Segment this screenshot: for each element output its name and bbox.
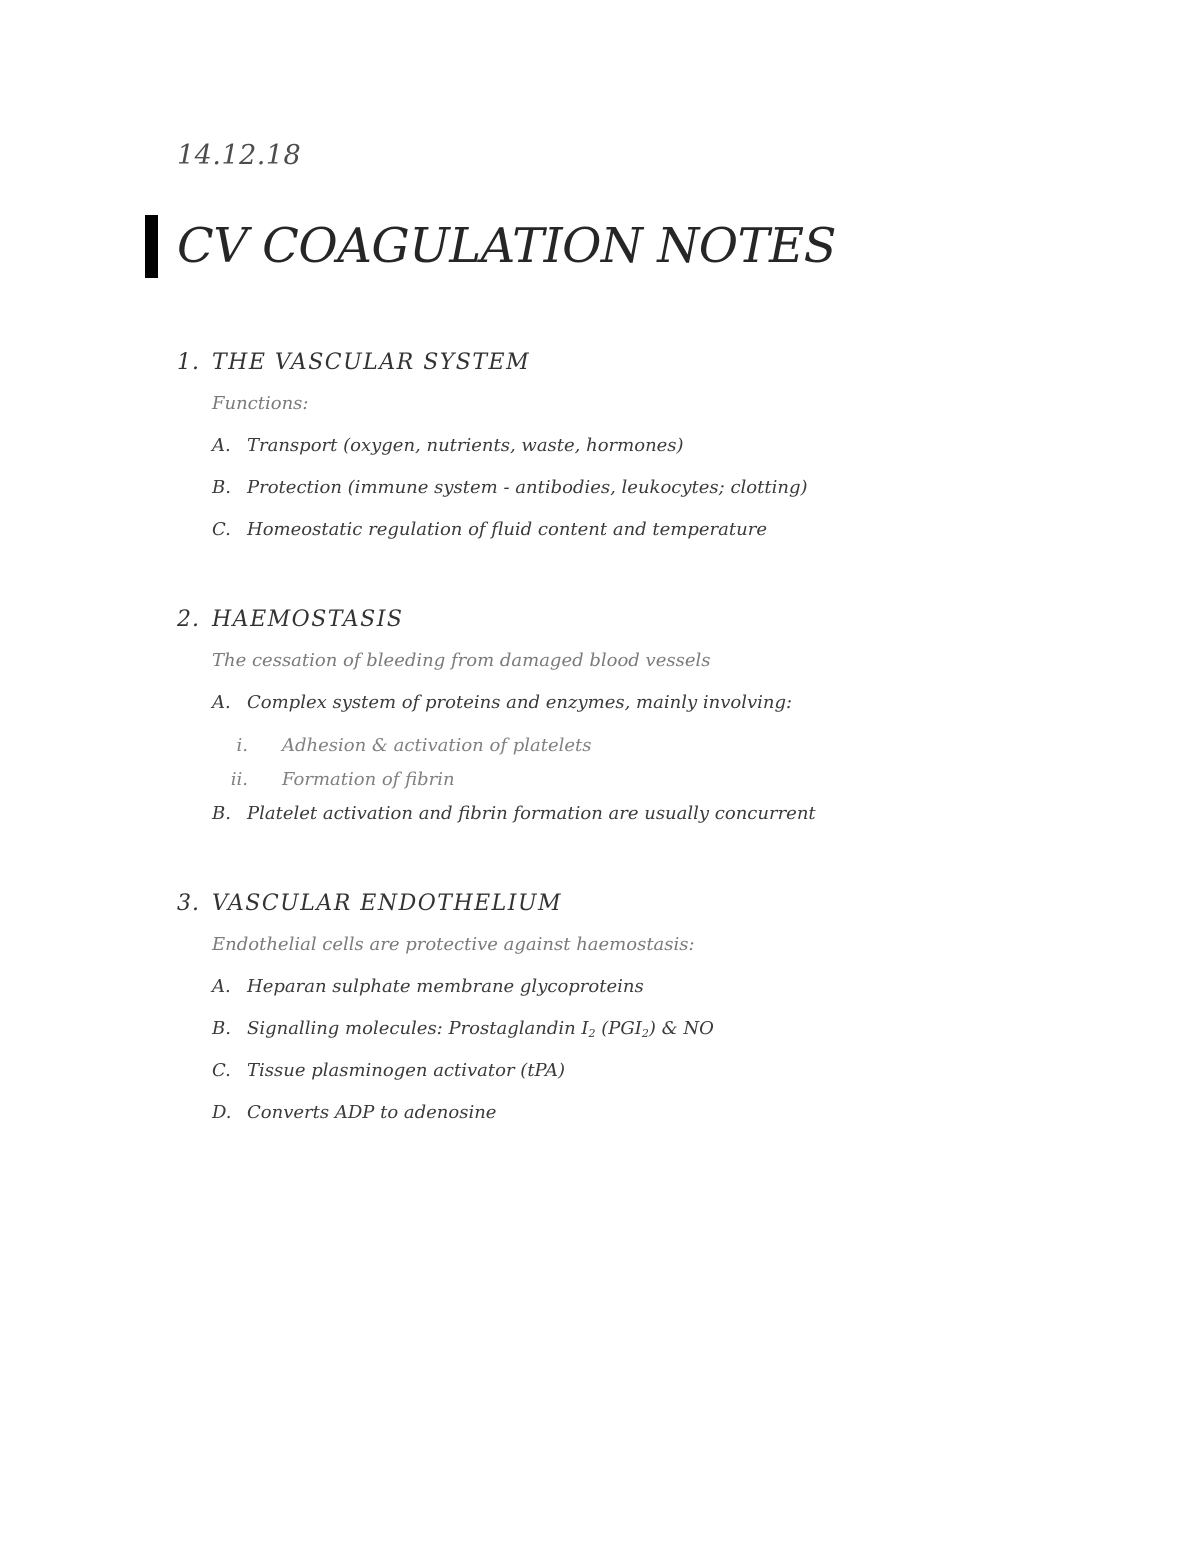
sublist-item: Formation of fibrin <box>282 769 455 790</box>
list-item: Protection (immune system - antibodies, leukocytes; clotting) <box>247 477 808 498</box>
document-date: 14.12.18 <box>177 140 302 171</box>
section-title: VASCULAR ENDOTHELIUM <box>212 891 563 916</box>
list-marker: B. <box>212 477 231 498</box>
list-item: Homeostatic regulation of fluid content and temperature <box>247 519 767 540</box>
list-marker: B. <box>212 803 231 824</box>
list-marker: C. <box>212 1060 231 1081</box>
section-number: 2. <box>177 607 200 632</box>
list-marker: A. <box>212 435 231 456</box>
list-marker: A. <box>212 976 231 997</box>
list-item: Platelet activation and fibrin formation are usually concurrent <box>247 803 816 824</box>
section-title: THE VASCULAR SYSTEM <box>212 350 531 375</box>
list-item: Heparan sulphate membrane glycoproteins <box>247 976 644 997</box>
sublist-marker: ii. <box>230 769 248 790</box>
section-intro: Endothelial cells are protective against haemostasis: <box>212 934 695 955</box>
section-number: 3. <box>177 891 200 916</box>
list-item: Tissue plasminogen activator (tPA) <box>247 1060 566 1081</box>
list-item: Complex system of proteins and enzymes, mainly involving: <box>247 692 793 713</box>
list-item: Converts ADP to adenosine <box>247 1102 497 1123</box>
list-item: Signalling molecules: Prostaglandin $I_2$ $(PGI_2)$ & NO <box>247 1018 714 1040</box>
section-title: HAEMOSTASIS <box>212 607 404 632</box>
section-intro: Functions: <box>212 393 309 414</box>
list-marker: B. <box>212 1018 231 1039</box>
section-intro: The cessation of bleeding from damaged blood vessels <box>212 650 711 671</box>
section-number: 1. <box>177 350 200 375</box>
list-item: Transport (oxygen, nutrients, waste, hormones) <box>247 435 684 456</box>
list-marker: C. <box>212 519 231 540</box>
list-marker: A. <box>212 692 231 713</box>
list-marker: D. <box>212 1102 232 1123</box>
sublist-marker: i. <box>236 735 248 756</box>
sublist-item: Adhesion & activation of platelets <box>282 735 592 756</box>
document-title: CV COAGULATION NOTES <box>177 218 836 274</box>
title-accent-bar <box>145 215 158 278</box>
